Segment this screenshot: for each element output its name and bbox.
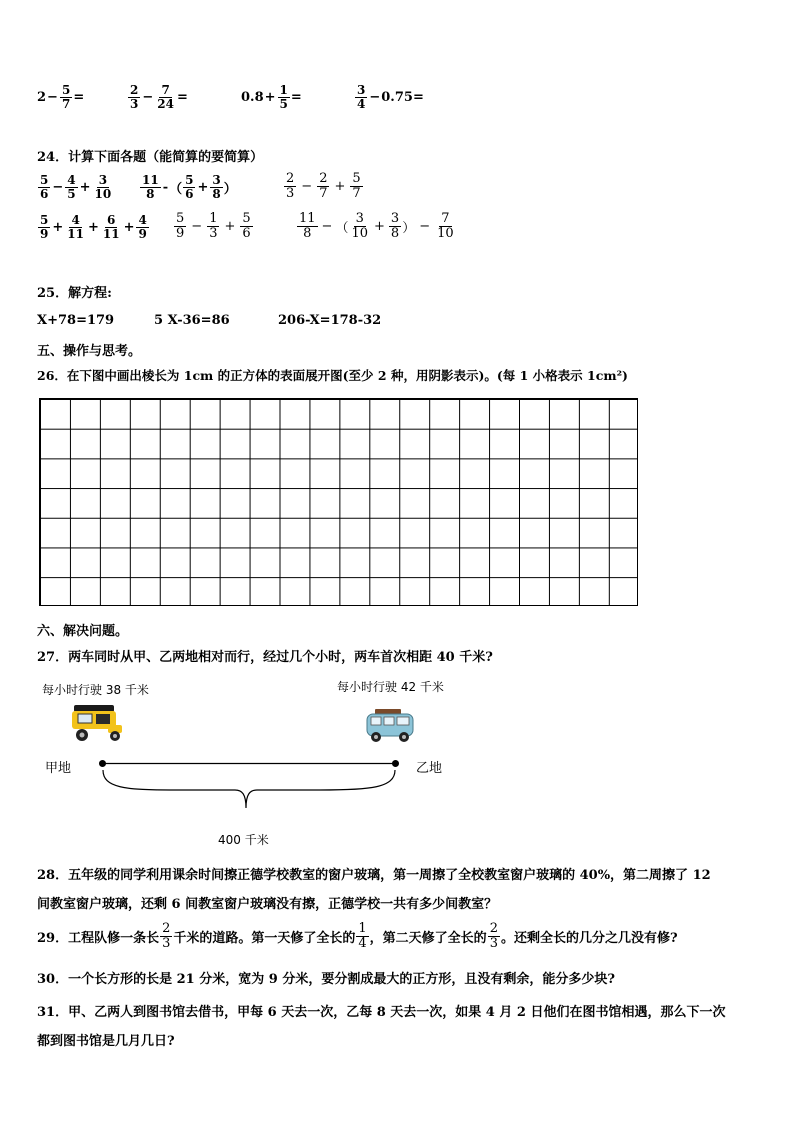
operator: − bbox=[142, 89, 154, 105]
numerator: 2 bbox=[130, 83, 139, 97]
denominator: 7 bbox=[319, 185, 328, 201]
fraction bbox=[297, 212, 318, 240]
place-label-right: 乙地 bbox=[416, 761, 443, 776]
denominator: 3 bbox=[130, 96, 139, 111]
denominator: 3 bbox=[162, 935, 171, 951]
numerator: 5 bbox=[61, 83, 71, 97]
question-29 bbox=[37, 922, 678, 950]
operator: − bbox=[301, 178, 313, 194]
place-label-left: 甲地 bbox=[45, 761, 72, 776]
fraction bbox=[128, 84, 140, 110]
text: 29．工程队修一条长 bbox=[37, 930, 160, 946]
fraction bbox=[136, 214, 148, 240]
denominator: 7 bbox=[352, 185, 361, 201]
denominator: 10 bbox=[351, 225, 369, 241]
fraction bbox=[101, 214, 122, 240]
fraction bbox=[93, 174, 114, 200]
fraction bbox=[207, 212, 219, 240]
denominator: 6 bbox=[242, 225, 251, 241]
numerator: 1 bbox=[209, 211, 218, 226]
numerator: 11 bbox=[299, 211, 316, 226]
numerator: 7 bbox=[441, 211, 450, 226]
equation-1: X+78=179 bbox=[37, 313, 115, 328]
question-25-title: 25．解方程: bbox=[37, 286, 112, 301]
q24-expr-1b bbox=[139, 174, 237, 200]
denominator: 3 bbox=[286, 185, 295, 201]
numerator: 2 bbox=[319, 171, 328, 186]
operator: + bbox=[374, 218, 385, 234]
numerator: 5 bbox=[352, 171, 361, 186]
operator: + bbox=[79, 179, 91, 195]
numerator: 5 bbox=[176, 211, 185, 226]
fraction bbox=[210, 174, 222, 200]
text: 千米的道路。第一天修了全长的 bbox=[173, 930, 356, 946]
operator: + bbox=[264, 89, 276, 105]
text: 。还剩全长的几分之几没有修? bbox=[500, 930, 678, 946]
numerator: 11 bbox=[142, 173, 159, 187]
fraction bbox=[160, 922, 172, 950]
denominator: 3 bbox=[209, 225, 218, 241]
fraction bbox=[60, 84, 72, 110]
question-30: 30．一个长方形的长是 21 分米，宽为 9 分米，要分割成最大的正方形，且没有剩余，能分多少块? bbox=[37, 972, 615, 987]
operator: − bbox=[419, 218, 431, 234]
numerator: 7 bbox=[161, 83, 170, 97]
numerator: 5 bbox=[40, 173, 49, 187]
fraction bbox=[317, 172, 329, 200]
operator: − bbox=[52, 179, 64, 195]
oral-calc-3 bbox=[241, 84, 302, 110]
denominator: 8 bbox=[303, 225, 312, 241]
fraction bbox=[488, 922, 500, 950]
oral-calc-4 bbox=[354, 84, 424, 110]
operator: − bbox=[47, 89, 58, 105]
number: 0.75 bbox=[381, 89, 413, 105]
operator: + bbox=[52, 219, 64, 235]
right-paren: ） bbox=[402, 220, 416, 236]
fraction bbox=[355, 84, 367, 110]
numerator: 3 bbox=[212, 173, 221, 187]
denominator: 11 bbox=[67, 226, 84, 241]
denominator: 6 bbox=[40, 186, 49, 201]
denominator: 10 bbox=[94, 186, 112, 201]
question-26: 26．在下图中画出棱长为 1cm 的正方体的表面展开图(至少 2 种，用阴影表示)。(每 1 小格表示 1cm²) bbox=[37, 368, 628, 383]
numerator: 1 bbox=[358, 921, 367, 936]
equals: = bbox=[73, 89, 85, 105]
fraction bbox=[65, 174, 77, 200]
number: 0.8 bbox=[241, 89, 264, 105]
operator: − bbox=[321, 218, 333, 234]
van-icon bbox=[365, 708, 417, 744]
fraction bbox=[356, 922, 368, 950]
denominator: 4 bbox=[358, 935, 367, 951]
fraction bbox=[38, 174, 50, 200]
q24-expr-1a bbox=[37, 174, 114, 200]
q24-expr-1c bbox=[283, 172, 364, 200]
denominator: 11 bbox=[102, 226, 120, 241]
speed-label-right: 每小时行驶 42 千米 bbox=[337, 680, 444, 694]
q24-expr-2a bbox=[37, 214, 150, 240]
operator: − bbox=[191, 218, 203, 234]
numerator: 2 bbox=[489, 921, 498, 936]
question-31-line-2: 都到图书馆是几月几日? bbox=[37, 1034, 175, 1049]
equals: = bbox=[176, 89, 188, 105]
question-31-line-1: 31．甲、乙两人到图书馆去借书，甲每 6 天去一次，乙每 8 天去一次，如果 4 月 2 日他们在图书馆相遇，那么下一次 bbox=[37, 1005, 726, 1020]
numerator: 5 bbox=[40, 213, 49, 227]
numerator: 2 bbox=[286, 171, 295, 186]
operator: + bbox=[197, 179, 209, 195]
fraction bbox=[38, 214, 50, 240]
fraction bbox=[65, 214, 86, 240]
denominator: 7 bbox=[61, 96, 71, 111]
section-5-heading: 五、操作与思考。 bbox=[37, 344, 142, 359]
numerator: 3 bbox=[98, 173, 108, 187]
left-paren: （ bbox=[335, 220, 349, 236]
oral-calc-2 bbox=[127, 84, 188, 110]
denominator: 8 bbox=[390, 225, 400, 241]
numerator: 6 bbox=[107, 213, 116, 227]
text: ，第二天修了全长的 bbox=[369, 930, 487, 946]
denominator: 8 bbox=[212, 186, 221, 201]
denominator: 6 bbox=[185, 186, 194, 201]
denominator: 9 bbox=[40, 226, 49, 241]
oral-calc-1 bbox=[37, 84, 84, 110]
numerator: 4 bbox=[67, 173, 76, 187]
numerator: 2 bbox=[162, 921, 171, 936]
numerator: 3 bbox=[390, 211, 400, 226]
numerator: 5 bbox=[185, 173, 194, 187]
left-paren: （ bbox=[169, 181, 183, 197]
section-6-heading: 六、解决问题。 bbox=[37, 624, 129, 639]
denominator: 4 bbox=[357, 96, 366, 111]
denominator: 5 bbox=[67, 186, 76, 201]
denominator: 10 bbox=[437, 225, 454, 241]
fraction bbox=[183, 174, 195, 200]
operator: + bbox=[123, 219, 135, 235]
fraction bbox=[389, 212, 401, 240]
distance-label: 400 千米 bbox=[218, 833, 269, 847]
square-grid[interactable] bbox=[39, 398, 638, 606]
fraction bbox=[284, 172, 296, 200]
numerator: 3 bbox=[357, 83, 366, 97]
operator: + bbox=[87, 219, 99, 235]
distance-line bbox=[100, 760, 400, 820]
denominator: 3 bbox=[489, 935, 498, 951]
denominator: 9 bbox=[176, 225, 185, 241]
equation-3: 206-X=178-32 bbox=[278, 313, 382, 328]
question-27: 27．两车同时从甲、乙两地相对而行，经过几个小时，两车首次相距 40 千米? bbox=[37, 650, 493, 665]
fraction bbox=[278, 84, 290, 110]
question-28-line-1: 28．五年级的同学利用课余时间擦正德学校教室的窗户玻璃，第一周擦了全校教室窗户玻璃的 40%，第二周擦了 12 bbox=[37, 868, 711, 883]
equals: = bbox=[412, 89, 424, 105]
numerator: 4 bbox=[138, 213, 147, 227]
fraction bbox=[140, 174, 161, 200]
q24-expr-2b bbox=[173, 212, 254, 240]
fraction bbox=[350, 172, 362, 200]
tuk-tuk-icon bbox=[70, 703, 126, 743]
fraction bbox=[155, 84, 176, 110]
operator: - bbox=[162, 179, 169, 195]
numerator: 5 bbox=[242, 211, 251, 226]
equals: = bbox=[290, 89, 302, 105]
equation-2: 5 X-36=86 bbox=[154, 313, 230, 328]
denominator: 5 bbox=[279, 96, 288, 111]
numerator: 4 bbox=[71, 213, 80, 227]
operator: − bbox=[369, 89, 381, 105]
denominator: 24 bbox=[157, 96, 174, 111]
question-28-line-2: 间教室窗户玻璃，还剩 6 间教室窗户玻璃没有擦，正德学校一共有多少间教室？ bbox=[37, 897, 498, 912]
fraction bbox=[240, 212, 252, 240]
fraction bbox=[174, 212, 186, 240]
question-24-title: 24．计算下面各题（能简算的要简算） bbox=[37, 150, 264, 165]
number: 2 bbox=[37, 89, 47, 105]
numerator: 1 bbox=[279, 83, 288, 97]
fraction bbox=[435, 212, 456, 240]
denominator: 8 bbox=[146, 186, 155, 201]
denominator: 9 bbox=[138, 226, 147, 241]
operator: + bbox=[334, 178, 346, 194]
right-paren: ） bbox=[223, 181, 237, 197]
speed-label-left: 每小时行驶 38 千米 bbox=[42, 683, 149, 697]
operator: + bbox=[224, 218, 236, 234]
q24-expr-2c bbox=[296, 212, 457, 240]
fraction bbox=[349, 212, 370, 240]
numerator: 3 bbox=[355, 211, 364, 226]
